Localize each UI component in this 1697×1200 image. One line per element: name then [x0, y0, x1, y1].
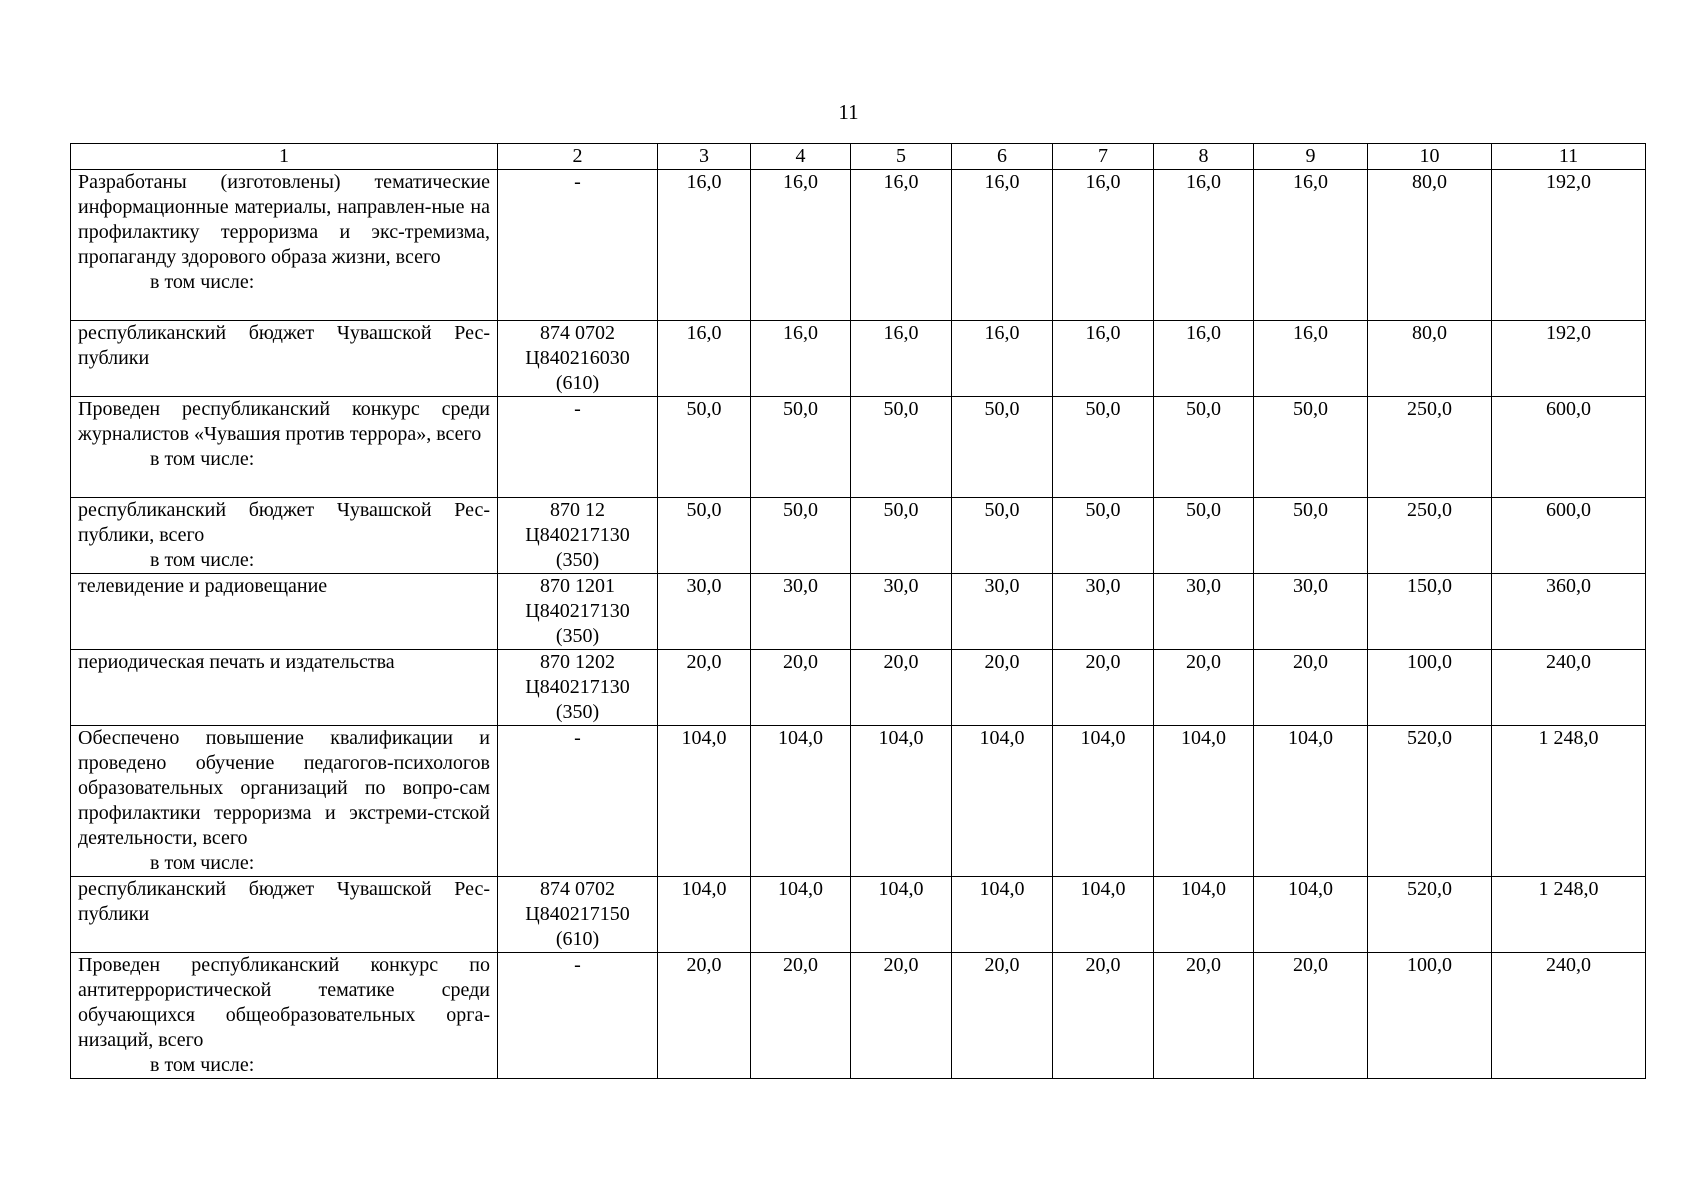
budget-code-line: - [574, 398, 581, 420]
value-cell-col-7: 20,0 [1053, 953, 1154, 1079]
table-row [71, 321, 1646, 397]
value-cell-col-7: 16,0 [1053, 321, 1154, 397]
value-cell-col-5: 50,0 [851, 397, 952, 498]
row-description: Обеспечено повышение квалификации и проведено обучение педагогов-психологов образовательных организаций по вопро-сам профилактики терроризма и экстреми-стской деятельности, всего [78, 727, 490, 849]
budget-code-line: (350) [555, 625, 600, 647]
value-cell-col-9: 20,0 [1254, 953, 1368, 1079]
row-description: периодическая печать и издательства [78, 651, 395, 673]
value-cell-col-11: 1 248,0 [1492, 877, 1646, 953]
page-number: 11 [838, 100, 859, 124]
value-cell-col-7: 16,0 [1053, 170, 1154, 321]
value-cell-col-4: 20,0 [751, 953, 851, 1079]
value-cell-col-8: 20,0 [1154, 953, 1254, 1079]
row-budget-code-cell [498, 726, 658, 877]
value-cell-col-6: 16,0 [952, 170, 1053, 321]
header-col-4: 4 [751, 144, 851, 170]
value-cell-col-3: 16,0 [658, 170, 751, 321]
budget-code-line: Ц840217130 [525, 676, 630, 698]
value-cell-col-5: 16,0 [851, 321, 952, 397]
row-description: республиканский бюджет Чувашской Рес-публики [78, 322, 490, 369]
row-budget-code-cell [498, 321, 658, 397]
value-cell-col-9: 104,0 [1254, 877, 1368, 953]
row-description-cell [71, 726, 498, 877]
value-cell-col-10: 150,0 [1368, 574, 1492, 650]
row-description: Проведен республиканский конкурс по антитеррористической тематике среди обучающихся общеобразовательных орга-низаций, всего [78, 954, 490, 1051]
value-cell-col-10: 250,0 [1368, 498, 1492, 574]
header-row [71, 144, 1646, 170]
value-cell-col-9: 16,0 [1254, 321, 1368, 397]
row-description: Разработаны (изготовлены) тематические информационные материалы, направлен-ные на профилактику терроризма и экс-тремизма, пропаганду здорового образа жизни, всего [78, 171, 490, 268]
value-cell-col-5: 16,0 [851, 170, 952, 321]
header-col-8: 8 [1154, 144, 1254, 170]
header-col-1: 1 [71, 144, 498, 170]
value-cell-col-10: 250,0 [1368, 397, 1492, 498]
budget-code-line: - [574, 954, 581, 976]
value-cell-col-10: 80,0 [1368, 170, 1492, 321]
value-cell-col-4: 16,0 [751, 170, 851, 321]
table-row [71, 397, 1646, 498]
value-cell-col-8: 30,0 [1154, 574, 1254, 650]
budget-code-line: 874 0702 [540, 878, 615, 900]
value-cell-col-6: 50,0 [952, 397, 1053, 498]
row-description: телевидение и радиовещание [78, 575, 328, 597]
header-col-10: 10 [1368, 144, 1492, 170]
value-cell-col-11: 240,0 [1492, 650, 1646, 726]
value-cell-col-4: 50,0 [751, 498, 851, 574]
table-row [71, 170, 1646, 321]
row-description-cell [71, 953, 498, 1079]
value-cell-col-7: 104,0 [1053, 877, 1154, 953]
value-cell-col-11: 1 248,0 [1492, 726, 1646, 877]
budget-code-line: (610) [555, 928, 600, 950]
budget-code-line: Ц840217130 [525, 600, 630, 622]
value-cell-col-6: 30,0 [952, 574, 1053, 650]
value-cell-col-4: 30,0 [751, 574, 851, 650]
budget-code-line: Ц840217150 [525, 903, 630, 925]
table-row [71, 498, 1646, 574]
value-cell-col-3: 16,0 [658, 321, 751, 397]
row-subtotal-note: в том числе: [150, 271, 255, 293]
table-row [71, 877, 1646, 953]
row-description-cell [71, 170, 498, 321]
value-cell-col-5: 30,0 [851, 574, 952, 650]
row-description-cell [71, 397, 498, 498]
value-cell-col-3: 20,0 [658, 953, 751, 1079]
table-row [71, 650, 1646, 726]
value-cell-col-6: 104,0 [952, 726, 1053, 877]
value-cell-col-11: 600,0 [1492, 498, 1646, 574]
value-cell-col-9: 20,0 [1254, 650, 1368, 726]
value-cell-col-6: 20,0 [952, 650, 1053, 726]
value-cell-col-7: 20,0 [1053, 650, 1154, 726]
value-cell-col-6: 20,0 [952, 953, 1053, 1079]
row-subtotal-note: в том числе: [150, 852, 255, 874]
value-cell-col-8: 16,0 [1154, 321, 1254, 397]
value-cell-col-3: 20,0 [658, 650, 751, 726]
row-budget-code-cell [498, 397, 658, 498]
row-description-cell [71, 877, 498, 953]
budget-code-line: Ц840217130 [525, 524, 630, 546]
value-cell-col-6: 104,0 [952, 877, 1053, 953]
row-description: республиканский бюджет Чувашской Рес-публики [78, 878, 490, 925]
value-cell-col-8: 16,0 [1154, 170, 1254, 321]
value-cell-col-3: 30,0 [658, 574, 751, 650]
value-cell-col-5: 50,0 [851, 498, 952, 574]
budget-code-line: (350) [555, 549, 600, 571]
row-budget-code-cell [498, 650, 658, 726]
row-description-cell [71, 574, 498, 650]
budget-code-line: (350) [555, 701, 600, 723]
budget-code-line: 870 1202 [540, 651, 615, 673]
budget-code-line: Ц840216030 [525, 347, 630, 369]
header-col-7: 7 [1053, 144, 1154, 170]
value-cell-col-7: 50,0 [1053, 397, 1154, 498]
value-cell-col-8: 104,0 [1154, 726, 1254, 877]
value-cell-col-5: 20,0 [851, 650, 952, 726]
value-cell-col-9: 50,0 [1254, 498, 1368, 574]
value-cell-col-11: 600,0 [1492, 397, 1646, 498]
row-budget-code-cell [498, 498, 658, 574]
value-cell-col-6: 16,0 [952, 321, 1053, 397]
value-cell-col-11: 192,0 [1492, 170, 1646, 321]
value-cell-col-7: 104,0 [1053, 726, 1154, 877]
value-cell-col-11: 192,0 [1492, 321, 1646, 397]
value-cell-col-9: 30,0 [1254, 574, 1368, 650]
budget-code-line: 874 0702 [540, 322, 615, 344]
table-row [71, 574, 1646, 650]
value-cell-col-7: 50,0 [1053, 498, 1154, 574]
value-cell-col-5: 104,0 [851, 877, 952, 953]
row-description-cell [71, 321, 498, 397]
value-cell-col-9: 104,0 [1254, 726, 1368, 877]
row-description-cell [71, 498, 498, 574]
row-budget-code-cell [498, 170, 658, 321]
value-cell-col-4: 104,0 [751, 726, 851, 877]
value-cell-col-8: 50,0 [1154, 397, 1254, 498]
row-subtotal-note: в том числе: [150, 549, 255, 571]
value-cell-col-8: 104,0 [1154, 877, 1254, 953]
value-cell-col-3: 50,0 [658, 498, 751, 574]
row-subtotal-note: в том числе: [150, 448, 255, 470]
value-cell-col-3: 104,0 [658, 877, 751, 953]
value-cell-col-5: 104,0 [851, 726, 952, 877]
budget-code-line: 870 12 [550, 499, 605, 521]
header-col-2: 2 [498, 144, 658, 170]
budget-table [70, 143, 1646, 1079]
value-cell-col-5: 20,0 [851, 953, 952, 1079]
value-cell-col-4: 16,0 [751, 321, 851, 397]
budget-code-line: (610) [555, 372, 600, 394]
value-cell-col-7: 30,0 [1053, 574, 1154, 650]
budget-code-line: 870 1201 [540, 575, 615, 597]
value-cell-col-11: 360,0 [1492, 574, 1646, 650]
value-cell-col-9: 50,0 [1254, 397, 1368, 498]
header-col-3: 3 [658, 144, 751, 170]
budget-code-line: - [574, 171, 581, 193]
value-cell-col-10: 520,0 [1368, 877, 1492, 953]
value-cell-col-10: 100,0 [1368, 650, 1492, 726]
row-description-cell [71, 650, 498, 726]
header-col-6: 6 [952, 144, 1053, 170]
row-budget-code-cell [498, 574, 658, 650]
value-cell-col-3: 50,0 [658, 397, 751, 498]
row-description: Проведен республиканский конкурс среди журналистов «Чувашия против террора», всего [78, 398, 490, 445]
value-cell-col-8: 50,0 [1154, 498, 1254, 574]
row-budget-code-cell [498, 953, 658, 1079]
value-cell-col-8: 20,0 [1154, 650, 1254, 726]
value-cell-col-6: 50,0 [952, 498, 1053, 574]
row-subtotal-note: в том числе: [150, 1054, 255, 1076]
table-row [71, 953, 1646, 1079]
header-col-5: 5 [851, 144, 952, 170]
budget-code-line: - [574, 727, 581, 749]
value-cell-col-4: 104,0 [751, 877, 851, 953]
header-col-11: 11 [1492, 144, 1646, 170]
value-cell-col-4: 50,0 [751, 397, 851, 498]
value-cell-col-10: 100,0 [1368, 953, 1492, 1079]
value-cell-col-10: 80,0 [1368, 321, 1492, 397]
value-cell-col-11: 240,0 [1492, 953, 1646, 1079]
header-col-9: 9 [1254, 144, 1368, 170]
row-budget-code-cell [498, 877, 658, 953]
row-description: республиканский бюджет Чувашской Рес-публики, всего [78, 499, 490, 546]
value-cell-col-3: 104,0 [658, 726, 751, 877]
table-row [71, 726, 1646, 877]
table-body [71, 170, 1646, 1079]
value-cell-col-9: 16,0 [1254, 170, 1368, 321]
value-cell-col-4: 20,0 [751, 650, 851, 726]
value-cell-col-10: 520,0 [1368, 726, 1492, 877]
